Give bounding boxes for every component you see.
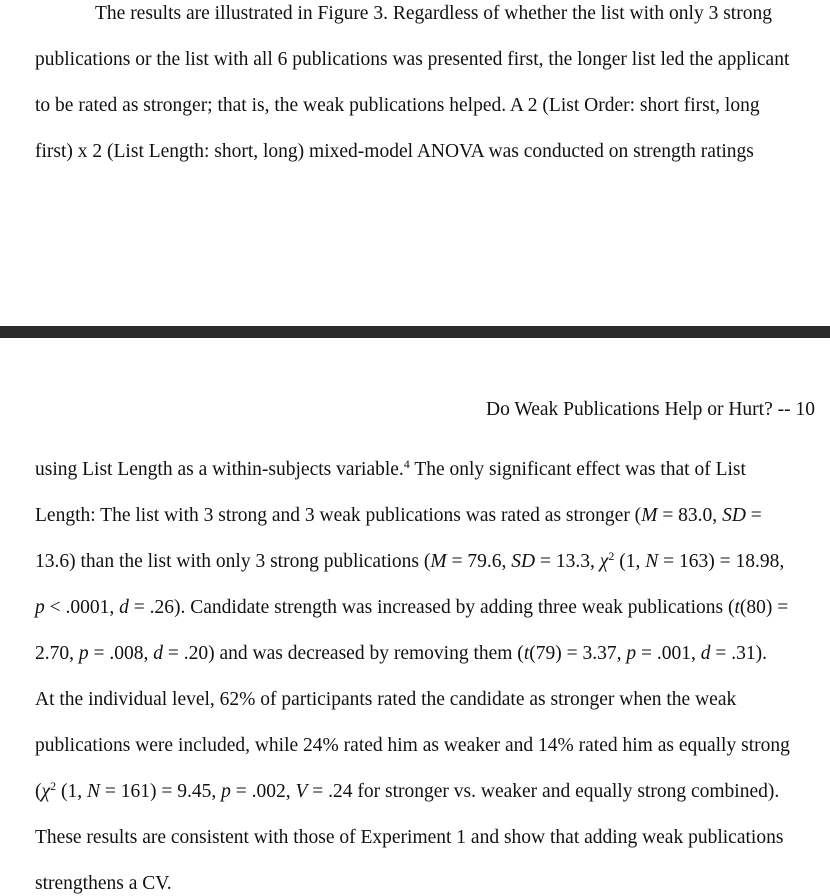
paragraph-line <box>35 596 788 620</box>
paragraph-line: At the individual level, 62% of participants rated the candidate as stronger when the weak <box>35 689 737 710</box>
paragraph-line: first) x 2 (List Length: short, long) mixed-model ANOVA was conducted on strength ratings <box>35 141 754 162</box>
text-run: = .26). Candidate strength was increased by adding three weak publications ( <box>128 597 735 618</box>
text-run: = 163) = 18.98, <box>658 551 785 572</box>
text-run: (1, <box>56 781 87 802</box>
text-run: 2.70, <box>35 643 79 664</box>
stat-symbol: N <box>86 781 100 802</box>
text-run: = 79.6, <box>446 551 512 572</box>
paragraph-line: The results are illustrated in Figure 3. Regardless of whether the list with only 3 strong <box>95 3 772 24</box>
text-run: = .24 for stronger vs. weaker and equally strong combined). <box>307 781 780 802</box>
stat-symbol: N <box>645 551 659 572</box>
page-break-divider <box>0 326 830 338</box>
paragraph-line <box>35 458 746 482</box>
text-run: = .002, <box>230 781 296 802</box>
paragraph-line: publications were included, while 24% rated him as weaker and 14% rated him as equally strong <box>35 735 790 756</box>
text-run: < .0001, <box>44 597 120 618</box>
stat-symbol: d <box>700 643 711 664</box>
stat-symbol: p <box>626 643 637 664</box>
stat-symbol: SD <box>511 551 536 572</box>
paragraph-line: strengthens a CV. <box>35 873 172 894</box>
superscript: 2 <box>608 549 615 563</box>
stat-symbol: V <box>295 781 308 802</box>
text-run: 13.6) than the list with only 3 strong publications ( <box>35 551 431 572</box>
stat-symbol: χ <box>599 551 609 572</box>
stat-symbol: t <box>734 597 740 618</box>
text-run: (80) = <box>739 597 789 618</box>
text-run: ( <box>35 781 42 802</box>
text-run: = .20) and was decreased by removing them ( <box>163 643 524 664</box>
page-bottom <box>0 338 830 892</box>
text-run: Length: The list with 3 strong and 3 weak publications was rated as stronger ( <box>35 505 642 526</box>
text-run: = .31). <box>710 643 767 664</box>
stat-symbol: M <box>430 551 447 572</box>
text-run: = 83.0, <box>657 505 723 526</box>
stat-symbol: M <box>641 505 658 526</box>
footnote-marker[interactable]: 4 <box>403 457 410 471</box>
text-run: = .001, <box>636 643 701 664</box>
text-run: using List Length as a within-subjects variable. <box>35 459 404 480</box>
text-run: The only significant effect was that of List <box>409 459 746 480</box>
text-run: (1, <box>614 551 646 572</box>
stat-symbol: p <box>221 781 231 802</box>
paragraph-line <box>35 550 784 574</box>
stat-symbol: d <box>119 597 129 618</box>
stat-symbol: p <box>35 597 45 618</box>
text-run: (79) = 3.37, <box>529 643 627 664</box>
text-run: = 161) = 9.45, <box>99 781 222 802</box>
text-run: = 13.3, <box>535 551 600 572</box>
paragraph-line <box>35 642 767 666</box>
stat-symbol: t <box>523 643 530 664</box>
stat-symbol: χ <box>41 781 51 802</box>
paragraph-line: These results are consistent with those of Experiment 1 and show that adding weak publications <box>35 827 784 848</box>
paragraph-line: to be rated as stronger; that is, the weak publications helped. A 2 (List Order: short first, long <box>35 95 760 116</box>
paragraph-line <box>35 780 779 804</box>
text-run: = .008, <box>88 643 154 664</box>
text-run: = <box>745 505 762 526</box>
running-head: Do Weak Publications Help or Hurt? -- 10 <box>486 399 815 420</box>
paragraph-line: publications or the list with all 6 publications was presented first, the longer list led the applicant <box>35 49 790 70</box>
stat-symbol: p <box>78 643 89 664</box>
page-top <box>0 0 830 326</box>
superscript: 2 <box>50 779 57 793</box>
paragraph-line <box>35 504 762 528</box>
stat-symbol: d <box>153 643 163 664</box>
stat-symbol: SD <box>722 505 746 526</box>
